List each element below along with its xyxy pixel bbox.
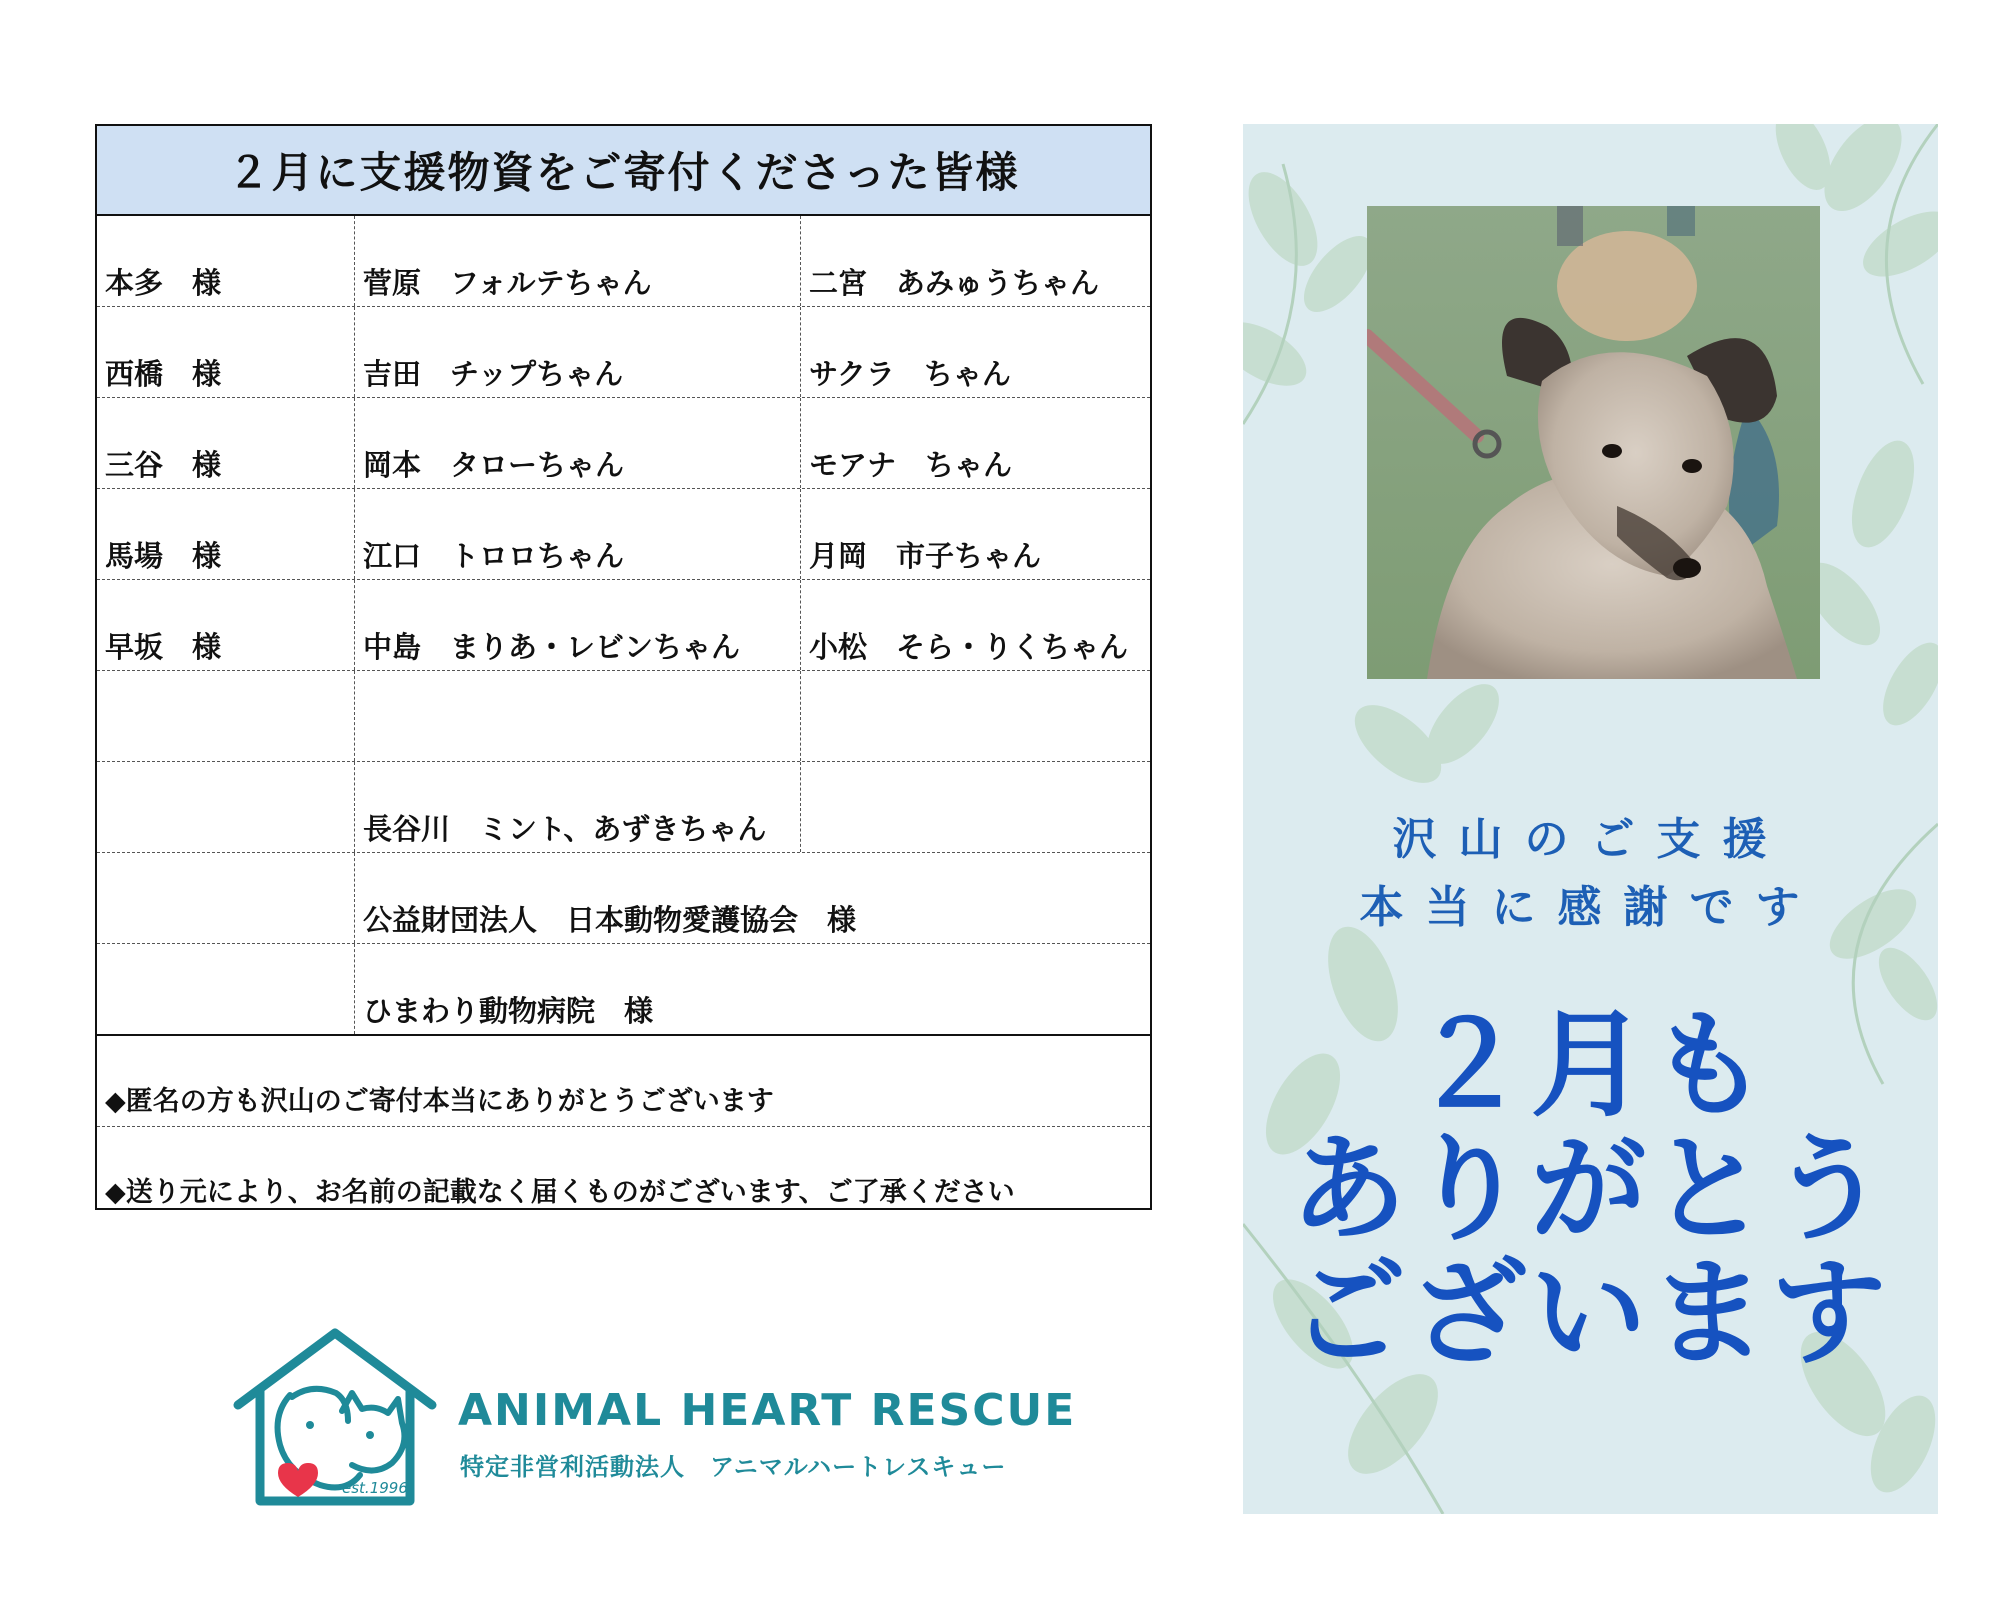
table-cell: 西橋 様 bbox=[97, 307, 355, 397]
note-row: ◆送り元により、お名前の記載なく届くものがございます、ご了承ください bbox=[105, 1177, 1015, 1208]
table-cell: サクラ ちゃん bbox=[809, 357, 1011, 391]
table-cell: 菅原 フォルテちゃん bbox=[355, 216, 801, 306]
table-row bbox=[97, 944, 1150, 1034]
dog-photo bbox=[1367, 206, 1820, 679]
table-row bbox=[97, 216, 1150, 307]
organization-subtitle: 特定非営利活動法人 アニマルハートレスキュー bbox=[460, 1453, 1007, 1481]
table-row bbox=[97, 307, 1150, 398]
table-row bbox=[97, 762, 1150, 853]
table-cell: 本多 様 bbox=[97, 216, 355, 306]
support-line: 本当に感謝です bbox=[1359, 882, 1822, 933]
table-cell bbox=[97, 944, 355, 1034]
support-message bbox=[1243, 806, 1938, 942]
thanks-line: ございます bbox=[1290, 1246, 1891, 1381]
table-cell: 江口 トロロちゃん bbox=[355, 489, 801, 579]
table-cell: 馬場 様 bbox=[97, 489, 355, 579]
table-row bbox=[97, 853, 1150, 944]
table-row bbox=[97, 398, 1150, 489]
table-cell: 三谷 様 bbox=[97, 398, 355, 488]
table-cell: 長谷川 ミント、あずきちゃん bbox=[355, 762, 801, 852]
table-cell bbox=[97, 671, 355, 761]
thanks-line: ２月も bbox=[1410, 998, 1771, 1133]
table-cell bbox=[801, 671, 1150, 761]
table-cell: 早坂 様 bbox=[97, 580, 355, 670]
table-cell: 公益財団法人 日本動物愛護協会 様 bbox=[363, 903, 857, 937]
table-cell: 二宮 あみゅうちゃん bbox=[809, 266, 1100, 300]
thanks-line: ありがとう bbox=[1290, 1122, 1891, 1257]
table-cell: 吉田 チップちゃん bbox=[355, 307, 801, 397]
table-title: ２月に支援物資をご寄付くださった皆様 bbox=[97, 126, 1150, 216]
note-row: ◆匿名の方も沢山のご寄付本当にありがとうございます bbox=[97, 1036, 1150, 1127]
organization-logo bbox=[230, 1325, 1077, 1510]
house-logo-icon bbox=[230, 1325, 440, 1510]
table-cell: 小松 そら・りくちゃん bbox=[809, 630, 1129, 664]
table-cell bbox=[97, 762, 355, 852]
table-cell bbox=[801, 762, 1150, 852]
support-line: 沢山のご支援 bbox=[1392, 814, 1789, 865]
table-cell: ひまわり動物病院 様 bbox=[363, 994, 654, 1028]
table-cell bbox=[97, 853, 355, 943]
table-cell: モアナ ちゃん bbox=[809, 448, 1013, 482]
donor-table bbox=[95, 124, 1152, 1210]
logo-est: est.1996 bbox=[342, 1479, 408, 1497]
table-row bbox=[97, 671, 1150, 762]
notes-section bbox=[97, 1034, 1150, 1217]
table-cell: 岡本 タローちゃん bbox=[355, 398, 801, 488]
thanks-panel bbox=[1243, 124, 1938, 1514]
table-cell bbox=[355, 671, 801, 761]
thanks-headline bbox=[1243, 998, 1938, 1381]
organization-name: ANIMAL HEART RESCUE bbox=[458, 1385, 1077, 1436]
table-cell: 中島 まりあ・レビンちゃん bbox=[355, 580, 801, 670]
table-row bbox=[97, 580, 1150, 671]
table-row bbox=[97, 489, 1150, 580]
table-cell: 月岡 市子ちゃん bbox=[809, 539, 1042, 573]
